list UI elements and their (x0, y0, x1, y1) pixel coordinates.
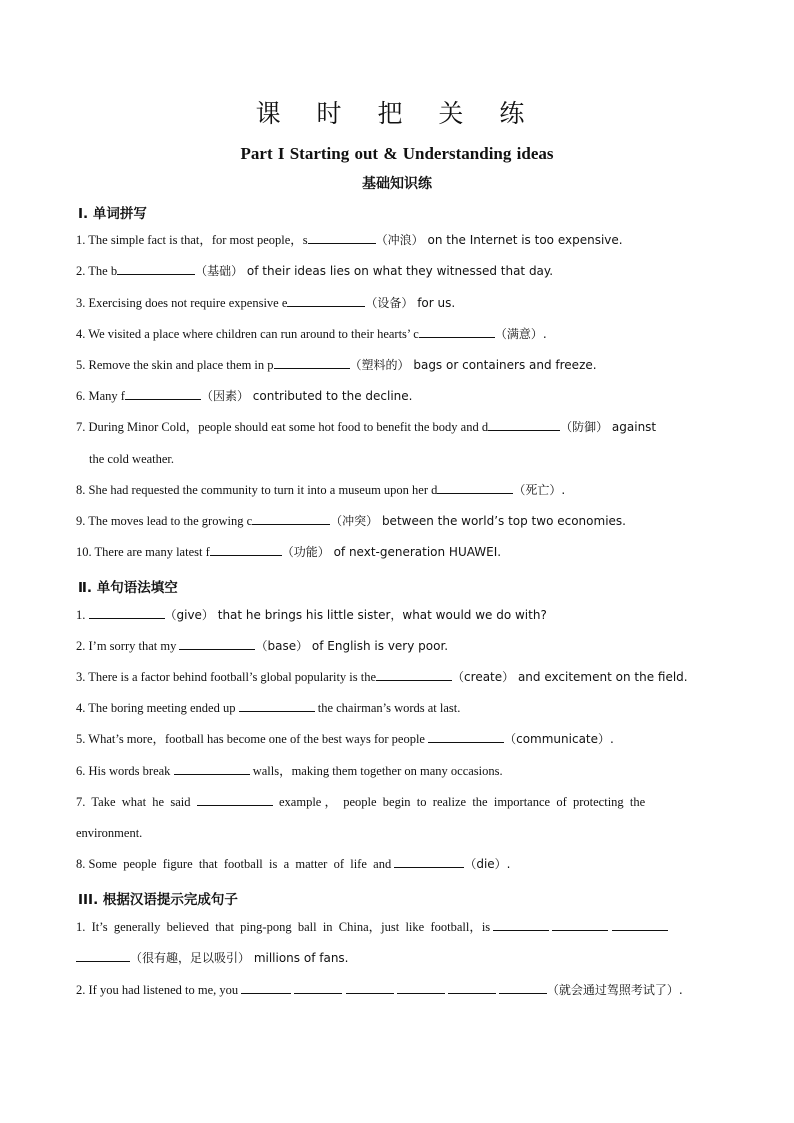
list-item-continuation: （很有趣，足以吸引） millions of fans. (76, 943, 720, 975)
answer-blank[interactable] (117, 263, 195, 275)
list-item: 7. Take what he said example ， people begin to realize the importance of protecting the (76, 795, 646, 809)
answer-blank[interactable] (394, 856, 464, 868)
list-item: 7. During Minor Cold，people should eat some hot food to benefit the body and d （防御） against (76, 420, 657, 434)
answer-blank[interactable] (437, 482, 513, 494)
list-item: 6. Many f （因素） contributed to the decline. (76, 389, 413, 403)
list-item: 3. Exercising does not require expensive e （设备） for us. (76, 296, 456, 310)
answer-blank[interactable] (287, 295, 365, 307)
answer-blank[interactable] (346, 982, 394, 994)
list-item: 6. His words break walls，making them together on many occasions. (76, 764, 503, 778)
answer-blank[interactable] (125, 388, 201, 400)
list-item: 1. It’s generally believed that ping-pong ball in China，just like football，is (76, 912, 720, 944)
list-item-continuation: environment. (76, 826, 143, 840)
answer-blank[interactable] (499, 982, 547, 994)
list-item: 5. Remove the skin and place them in p （塑料的） bags or containers and freeze. (76, 358, 597, 372)
answer-blank[interactable] (239, 700, 315, 712)
list-item: 4. The boring meeting ended up the chairman’s words at last. (76, 701, 461, 715)
list-item: 5. What’s more，football has become one of the best ways for people （communicate）. (76, 732, 614, 746)
section-heading-translation: III. 根据汉语提示完成句子 (78, 892, 238, 908)
answer-blank[interactable] (448, 982, 496, 994)
answer-blank[interactable] (376, 669, 452, 681)
answer-blank[interactable] (210, 544, 282, 556)
part-heading: Part I Starting out & Understanding ideas (240, 144, 554, 163)
answer-blank[interactable] (552, 919, 608, 931)
answer-blank[interactable] (612, 919, 668, 931)
answer-blank[interactable] (241, 982, 291, 994)
answer-blank[interactable] (488, 419, 560, 431)
answer-blank[interactable] (428, 731, 504, 743)
section-heading-grammar: Ⅱ. 单句语法填空 (78, 580, 178, 596)
answer-blank[interactable] (493, 919, 549, 931)
list-item: 9. The moves lead to the growing c （冲突） between the world’s top two economies. (76, 514, 626, 528)
list-item: 10. There are many latest f （功能） of next-generation HUAWEI. (76, 545, 502, 559)
answer-blank[interactable] (76, 950, 130, 962)
list-item: 1. The simple fact is that，for most people，s （冲浪） on the Internet is too expensive. (76, 233, 623, 247)
sub-heading: 基础知识练 (362, 176, 432, 192)
answer-blank[interactable] (308, 232, 376, 244)
list-item: 1. （give） that he brings his little sister，what would we do with? (76, 608, 547, 622)
answer-blank[interactable] (252, 513, 330, 525)
answer-blank[interactable] (274, 357, 350, 369)
list-item: 2. If you had listened to me, you （就会通过驾照考试了）. (76, 983, 683, 997)
list-item: 4. We visited a place where children can run around to their hearts’ c （满意）. (76, 327, 547, 341)
answer-blank[interactable] (294, 982, 342, 994)
page-title: 课 时 把 关 练 (255, 99, 539, 128)
list-item: 8. She had requested the community to turn it into a museum upon her d （死亡）. (76, 483, 566, 497)
section-heading-spelling: Ⅰ. 单词拼写 (78, 206, 147, 222)
answer-blank[interactable] (89, 607, 165, 619)
list-item: 8. Some people figure that football is a matter of life and （die）. (76, 857, 511, 871)
list-item: 2. The b （基础） of their ideas lies on what they witnessed that day. (76, 264, 554, 278)
answer-blank[interactable] (397, 982, 445, 994)
list-item: 2. I’m sorry that my （base） of English is very poor. (76, 639, 449, 653)
answer-blank[interactable] (419, 326, 495, 338)
list-item-continuation: the cold weather. (89, 452, 175, 466)
answer-blank[interactable] (174, 763, 250, 775)
list-item: 3. There is a factor behind football’s global popularity is the （create） and excitement on the field. (76, 670, 688, 684)
answer-blank[interactable] (197, 794, 273, 806)
answer-blank[interactable] (179, 638, 255, 650)
